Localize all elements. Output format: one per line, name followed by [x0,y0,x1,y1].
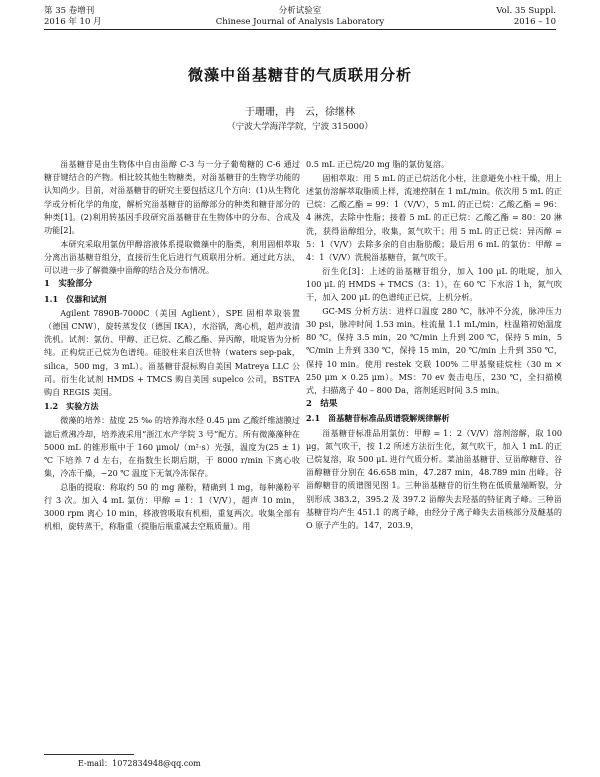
header-journal-en: Chinese Journal of Analysis Laboratory [215,17,385,27]
header-journal-cn: 分析试验室 [278,6,322,16]
paragraph: 固相萃取：用 5 mL 的正已烷活化小柱，注意避免小柱干燥，用上述氯仿溶解萃取脂质上样，流速控制在 1 mL/min。依次用 5 mL 的正已烷：乙酸乙酯 = 99：1（V/V），5 mL 的正已烷：乙酸乙酯 = 96：4 淋洗，去除中性脂；接着 5 mL 的正已烷：乙酸乙酯 = 80：20 淋洗，获得甾醇组分，收集，氮气吹干；用 5 mL 的正已烷：异丙醇 = 5：1（V/V）去除多余的自由脂肪酸；最后用 6 mL 的氯仿：甲醇 = 4：1（V/V）洗脱甾基糖苷，氮气吹干。 [306,172,562,262]
paragraph: 总脂的提取：称取约 50 的 mg 藻粉，精确到 1 mg，每种藻粉平行 3 次。加入 4 mL 氯仿：甲醇 = 1：1（V/V），超声 10 min，3000 rpm 离心 10 min，移液管吸取有机相，重复两次。收集全部有机相，旋转蒸干，称脂重（提脂后瓶重减去空瓶质量）。用 [44,481,300,532]
article-title: 微藻中甾基糖苷的气质联用分析 [187,66,412,84]
section-heading: 2 结果 [306,399,338,410]
footnote-email: E-mail：1072834948@qq.com [78,759,201,768]
left-column [44,158,300,534]
paragraph: 衍生化[3]：上述的甾基糖苷组分，加入 100 μL 的吡啶，加入 100 μL 的 HMDS + TMCS（3：1），在 60 ℃ 下水浴 1 h，氮气吹干，加入 200 μL 的色谱纯正已烷，上机分析。 [306,265,562,303]
subsection-heading: 2.1 甾基糖苷标准品质谱裂解规律解析 [306,413,450,424]
header-journal [44,6,556,28]
paragraph: GC-MS 分析方法：进样口温度 280 ℃，脉冲不分流，脉冲压力 30 psi，脉冲时间 1.53 min。柱流量 1.1 mL/min，柱温箱初始温度 80 ℃，保持 3.5 min，20 ℃/min 上升到 200 ℃，保持 5 min，5 ℃/min 上升到 330 ℃，保持 15 min，20 ℃/min 上升到 350 ℃，保持 10 min。使用 restek 交联 100% 二甲基聚硅烷柱（30 m × 250 μm × 0.25 μm）。MS：70 ev 轰击电压，230 ℃，全扫描模式，扫描离子 40 – 800 Da，溶剂延迟时间 3.5 min。 [306,305,562,395]
article-authors: 于珊珊，冉 云，徐继林 [245,107,355,118]
header-date-line: 2016 年 10 月 [44,17,102,27]
header-issue [496,6,556,28]
subsection-heading: 1.1 仪器和试剂 [44,293,107,304]
header-volume-line: 第 35 卷增刊 [44,6,95,16]
subsection-heading: 1.2 实验方法 [44,401,99,412]
header-rule [44,29,556,30]
article-affiliation: （宁波大学海洋学院，宁波 315000） [227,122,373,132]
footnote-rule [44,754,134,755]
paragraph: 甾基糖苷是由生物体中自由甾醇 C-3 与一分子葡萄糖的 C-6 通过糖苷键结合的产物。相比较其他生物糖类，对甾基糖苷的生物学功能的认知尚少。目前，对甾基糖苷的研究主要包括这几个方向：(1)从生物化学或分析化学的角度，解析究甾基糖苷的甾醇部分的种类和糖苷部分的种类[1]。(2)利用转基因手段研究甾基糖苷在生物体中的分布、合成及功能[2]。 [44,159,300,236]
paragraph: 甾基糖苷标准品用氯仿：甲醇 = 1：2（V/V）溶剂溶解，取 100 μg，氮气吹干，按 1.2 所述方法衍生化，氮气吹干，加入 1 mL 的正已烷复溶，取 500 μL 进行气质分析。菜油甾基糖苷、豆甾醇糖苷、谷甾醇糖苷分别在 46.658 min，47.287 min，48.789 min 出峰。谷甾醇糖苷的质谱图见图 1。三种甾基糖苷的衍生物在低质量端断裂，分别形成 383.2，395.2 及 397.2 甾醇失去羟基的特征离子峰。三种甾基糖苷均产生 451.1 的离子峰，由经分子离子峰失去甾核部分及醚基的 O 原子产生的。147，203.9， [306,427,562,530]
right-column [306,158,562,533]
paragraph: Agilent 7890B-7000C（美国 Aglient），SPE 固相萃取装置（德国 CNW），旋转蒸发仪（德国 IKA），水浴锅，离心机，超声波清洗机。试剂：氯仿、甲醇、正已烷、乙酸乙酯、异丙醇，吡啶皆为分析纯。正构烷正己烷为色谱纯。硅胶柱来自沃世特（waters sep-pak，silica，500 mg，3 mL）。甾基糖苷混标购自美国 Matreya LLC 公司。衍生化试剂 HMDS + TMCS 购自美国 supelco 公司，BSTFA 购自 REGIS 美国。 [44,307,300,397]
paragraph: 本研究采取用氯仿甲醇溶液体系提取微藻中的脂类，利用固相萃取分离出甾基糖苷组分，直接衍生化后进行气质联用分析。通过此方法，可以进一步了解微藻中甾醇的结合及分布情况。 [44,238,300,276]
section-heading: 1 实验部分 [44,279,93,290]
header-issue-date: 2016 – 10 [513,17,556,27]
header-issue-vol: Vol. 35 Suppl. [496,6,556,16]
paragraph: 微藻的培养：盐度 25 ‰ 的培养海水经 0.45 μm 乙酸纤维滤膜过滤后煮沸冷却，培养液采用“浙江水产学院 3 号”配方。所有微藻藻种在 5000 mL 的锥形瓶中于 160 μmol/（m²·s）光强，温度为(25 ± 1) ℃ 下培养 7 d 左右，在指数生长期后期，于 8000 r/min 下离心收集，冷冻干燥，−20 ℃ 温度下无氧冷冻保存。 [44,415,300,479]
paragraph: 0.5 mL 正已烷/20 mg 脂的氯仿复溶。 [306,159,450,169]
running-header [44,6,556,30]
